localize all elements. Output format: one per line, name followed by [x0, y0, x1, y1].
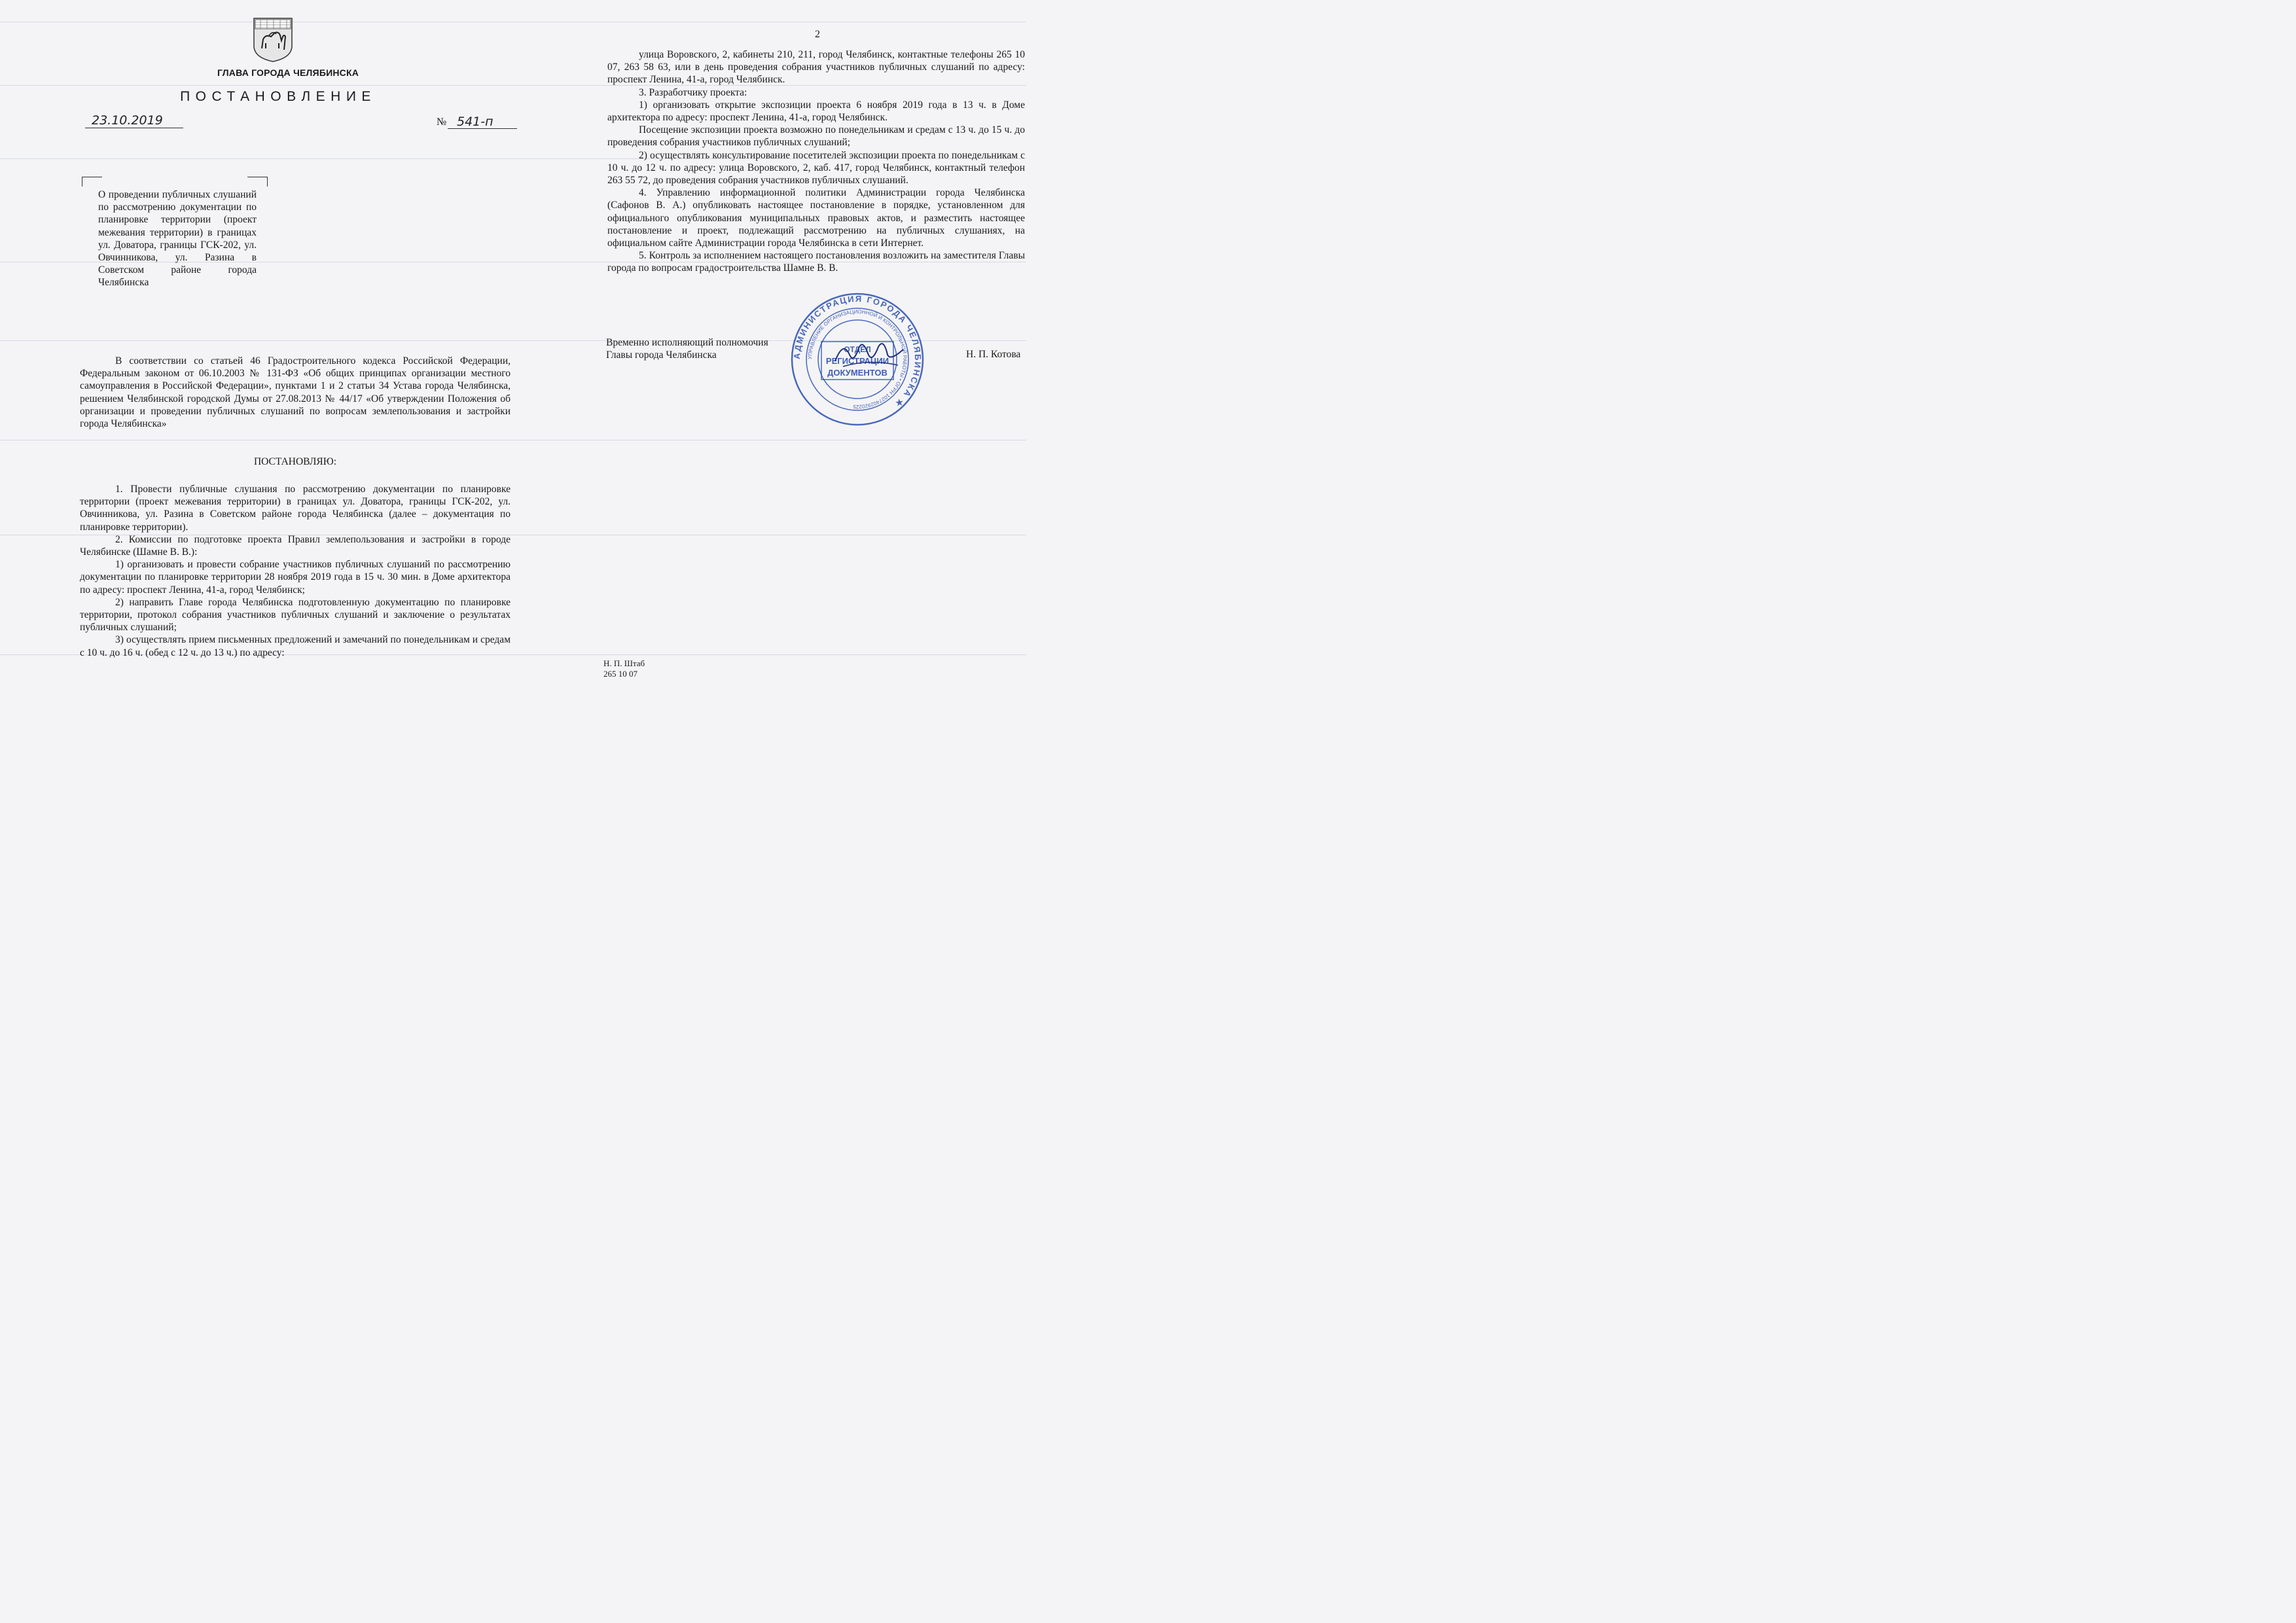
- document-number: 541-п: [448, 115, 517, 129]
- item-3-1: 1) организовать открытие экспозиции проекта 6 ноября 2019 года в 13 ч. в Доме архитектора по адресу: проспект Ленина, 41-а, город Челябинск.: [607, 99, 1025, 124]
- item-2: 2. Комиссии по подготовке проекта Правил землепользования и застройки в городе Челябинске (Шамне В. В.):: [80, 533, 511, 558]
- page-1: [0, 0, 517, 726]
- item-4: 4. Управлению информационной политики Администрации города Челябинска (Сафонов В. А.) опубликовать настоящее постановление в порядке, установленном для официального опубликования муниципальных правовых актов, и разместить настоящее постановление и проект, подлежащий рассмотрению на публичных слушаниях, на официальном сайте Администрации города Челябинска в сети Интернет.: [607, 187, 1025, 249]
- page2-items: [607, 48, 1025, 275]
- item-2-2: 2) направить Главе города Челябинска подготовленную документацию по планировке территории, протокол собрания участников публичных слушаний и заключение о результатах публичных слушаний;: [80, 596, 511, 633]
- document-date: 23.10.2019: [85, 113, 183, 128]
- svg-text:ОТДЕЛ: ОТДЕЛ: [844, 345, 871, 354]
- decree-word-block: [80, 455, 511, 468]
- svg-text:УПРАВЛЕНИЕ ОРГАНИЗАЦИОННОЙ И К: УПРАВЛЕНИЕ ОРГАНИЗАЦИОННОЙ И КОНТРОЛЬНОЙ РАБОТЫ • ОГРН 1027402920225: [806, 308, 908, 410]
- item-2-1: 1) организовать и провести собрание участников публичных слушаний по рассмотрению документации по планировке территории 28 ноября 2019 года в 15 ч. 30 мин. в Доме архитектора по адресу: проспект Ленина, 41-а, город Челябинск;: [80, 559, 511, 596]
- executor-name: Н. П. Штаб: [603, 658, 645, 668]
- page1-items: [80, 483, 511, 659]
- handwritten-signature: [830, 335, 908, 372]
- document-type-title: ПОСТАНОВЛЕНИЕ: [180, 89, 376, 104]
- signatory-name: Н. П. Котова: [966, 349, 1021, 360]
- number-sign: №: [437, 116, 447, 128]
- executor-block: [603, 658, 645, 679]
- page-number: 2: [815, 29, 820, 40]
- issuing-authority: ГЛАВА ГОРОДА ЧЕЛЯБИНСКА: [217, 67, 359, 78]
- executor-phone: 265 10 07: [603, 669, 637, 679]
- preamble: В соответствии со статьей 46 Градостроительного кодекса Российской Федерации, Федеральным законом от 06.10.2003 № 131-ФЗ «Об общих принципах организации местного самоуправления в Российской Федерации», пунктами 1 и 2 статьи 34 Устава города Челябинска, решением Челябинской городской Думы от 27.08.2013 № 44/17 «Об утверждении Положения об организации и проведении публичных слушаний по вопросам землепользования и застройки города Челябинска»: [80, 355, 511, 430]
- subject-bracket-left: [82, 177, 102, 187]
- city-coat-of-arms-icon: [253, 17, 293, 63]
- subject-bracket-right: [247, 177, 268, 187]
- document-subject: О проведении публичных слушаний по рассмотрению документации по планировке территории (проект межевания территории) в границах ул. Доватора, границы ГСК-202, ул. Овчинникова, ул. Разина в Советском районе города Челябинска: [98, 189, 257, 289]
- svg-text:ДОКУМЕНТОВ: ДОКУМЕНТОВ: [827, 368, 888, 378]
- signatory-position-line-2: Главы города Челябинска: [606, 349, 717, 361]
- item-3: 3. Разработчику проекта:: [639, 86, 747, 98]
- signatory-position-line-1: Временно исполняющий полномочия: [606, 337, 768, 348]
- item-2-3: 3) осуществлять прием письменных предложений и замечаний по понедельникам и средам с 10 ч. до 16 ч. (обед с 12 ч. до 13 ч.) по адресу:: [80, 634, 511, 658]
- item-2-3-continued: улица Воровского, 2, кабинеты 210, 211, город Челябинск, контактные телефоны 265 10 07, 263 58 63, или в день проведения собрания участников публичных слушаний по адресу: проспект Ленина, 41-а, город Челябинск.: [607, 49, 1025, 86]
- item-5: 5. Контроль за исполнением настоящего постановления возложить на заместителя Главы города по вопросам градостроительства Шамне В. В.: [607, 250, 1025, 274]
- preamble-block: [80, 355, 511, 430]
- item-3-2: 2) осуществлять консультирование посетителей экспозиции проекта по понедельникам с 10 ч. до 12 ч. по адресу: улица Воровского, 2, каб. 417, город Челябинск, контактный телефон 263 55 72, до проведения собрания участников публичных слушаний.: [607, 149, 1025, 187]
- decree-word: ПОСТАНОВЛЯЮ:: [253, 456, 337, 467]
- item-1: 1. Провести публичные слушания по рассмотрению документации по планировке территории (проект межевания территории) в границах ул. Доватора, границы ГСК-202, ул. Овчинникова, ул. Разина в Советском районе города Челябинска (далее – документация по планировке территории).: [80, 484, 511, 533]
- signatory-position: [606, 336, 802, 361]
- item-3-1-note: Посещение экспозиции проекта возможно по понедельникам и средам с 13 ч. до 15 ч. до проведения собрания участников публичных слушаний;: [607, 124, 1025, 149]
- svg-text:РЕГИСТРАЦИИ: РЕГИСТРАЦИИ: [825, 356, 889, 366]
- svg-text:АДМИНИСТРАЦИЯ ГОРОДА ЧЕЛЯБИНСК: АДМИНИСТРАЦИЯ ГОРОДА ЧЕЛЯБИНСКА ★: [791, 293, 924, 410]
